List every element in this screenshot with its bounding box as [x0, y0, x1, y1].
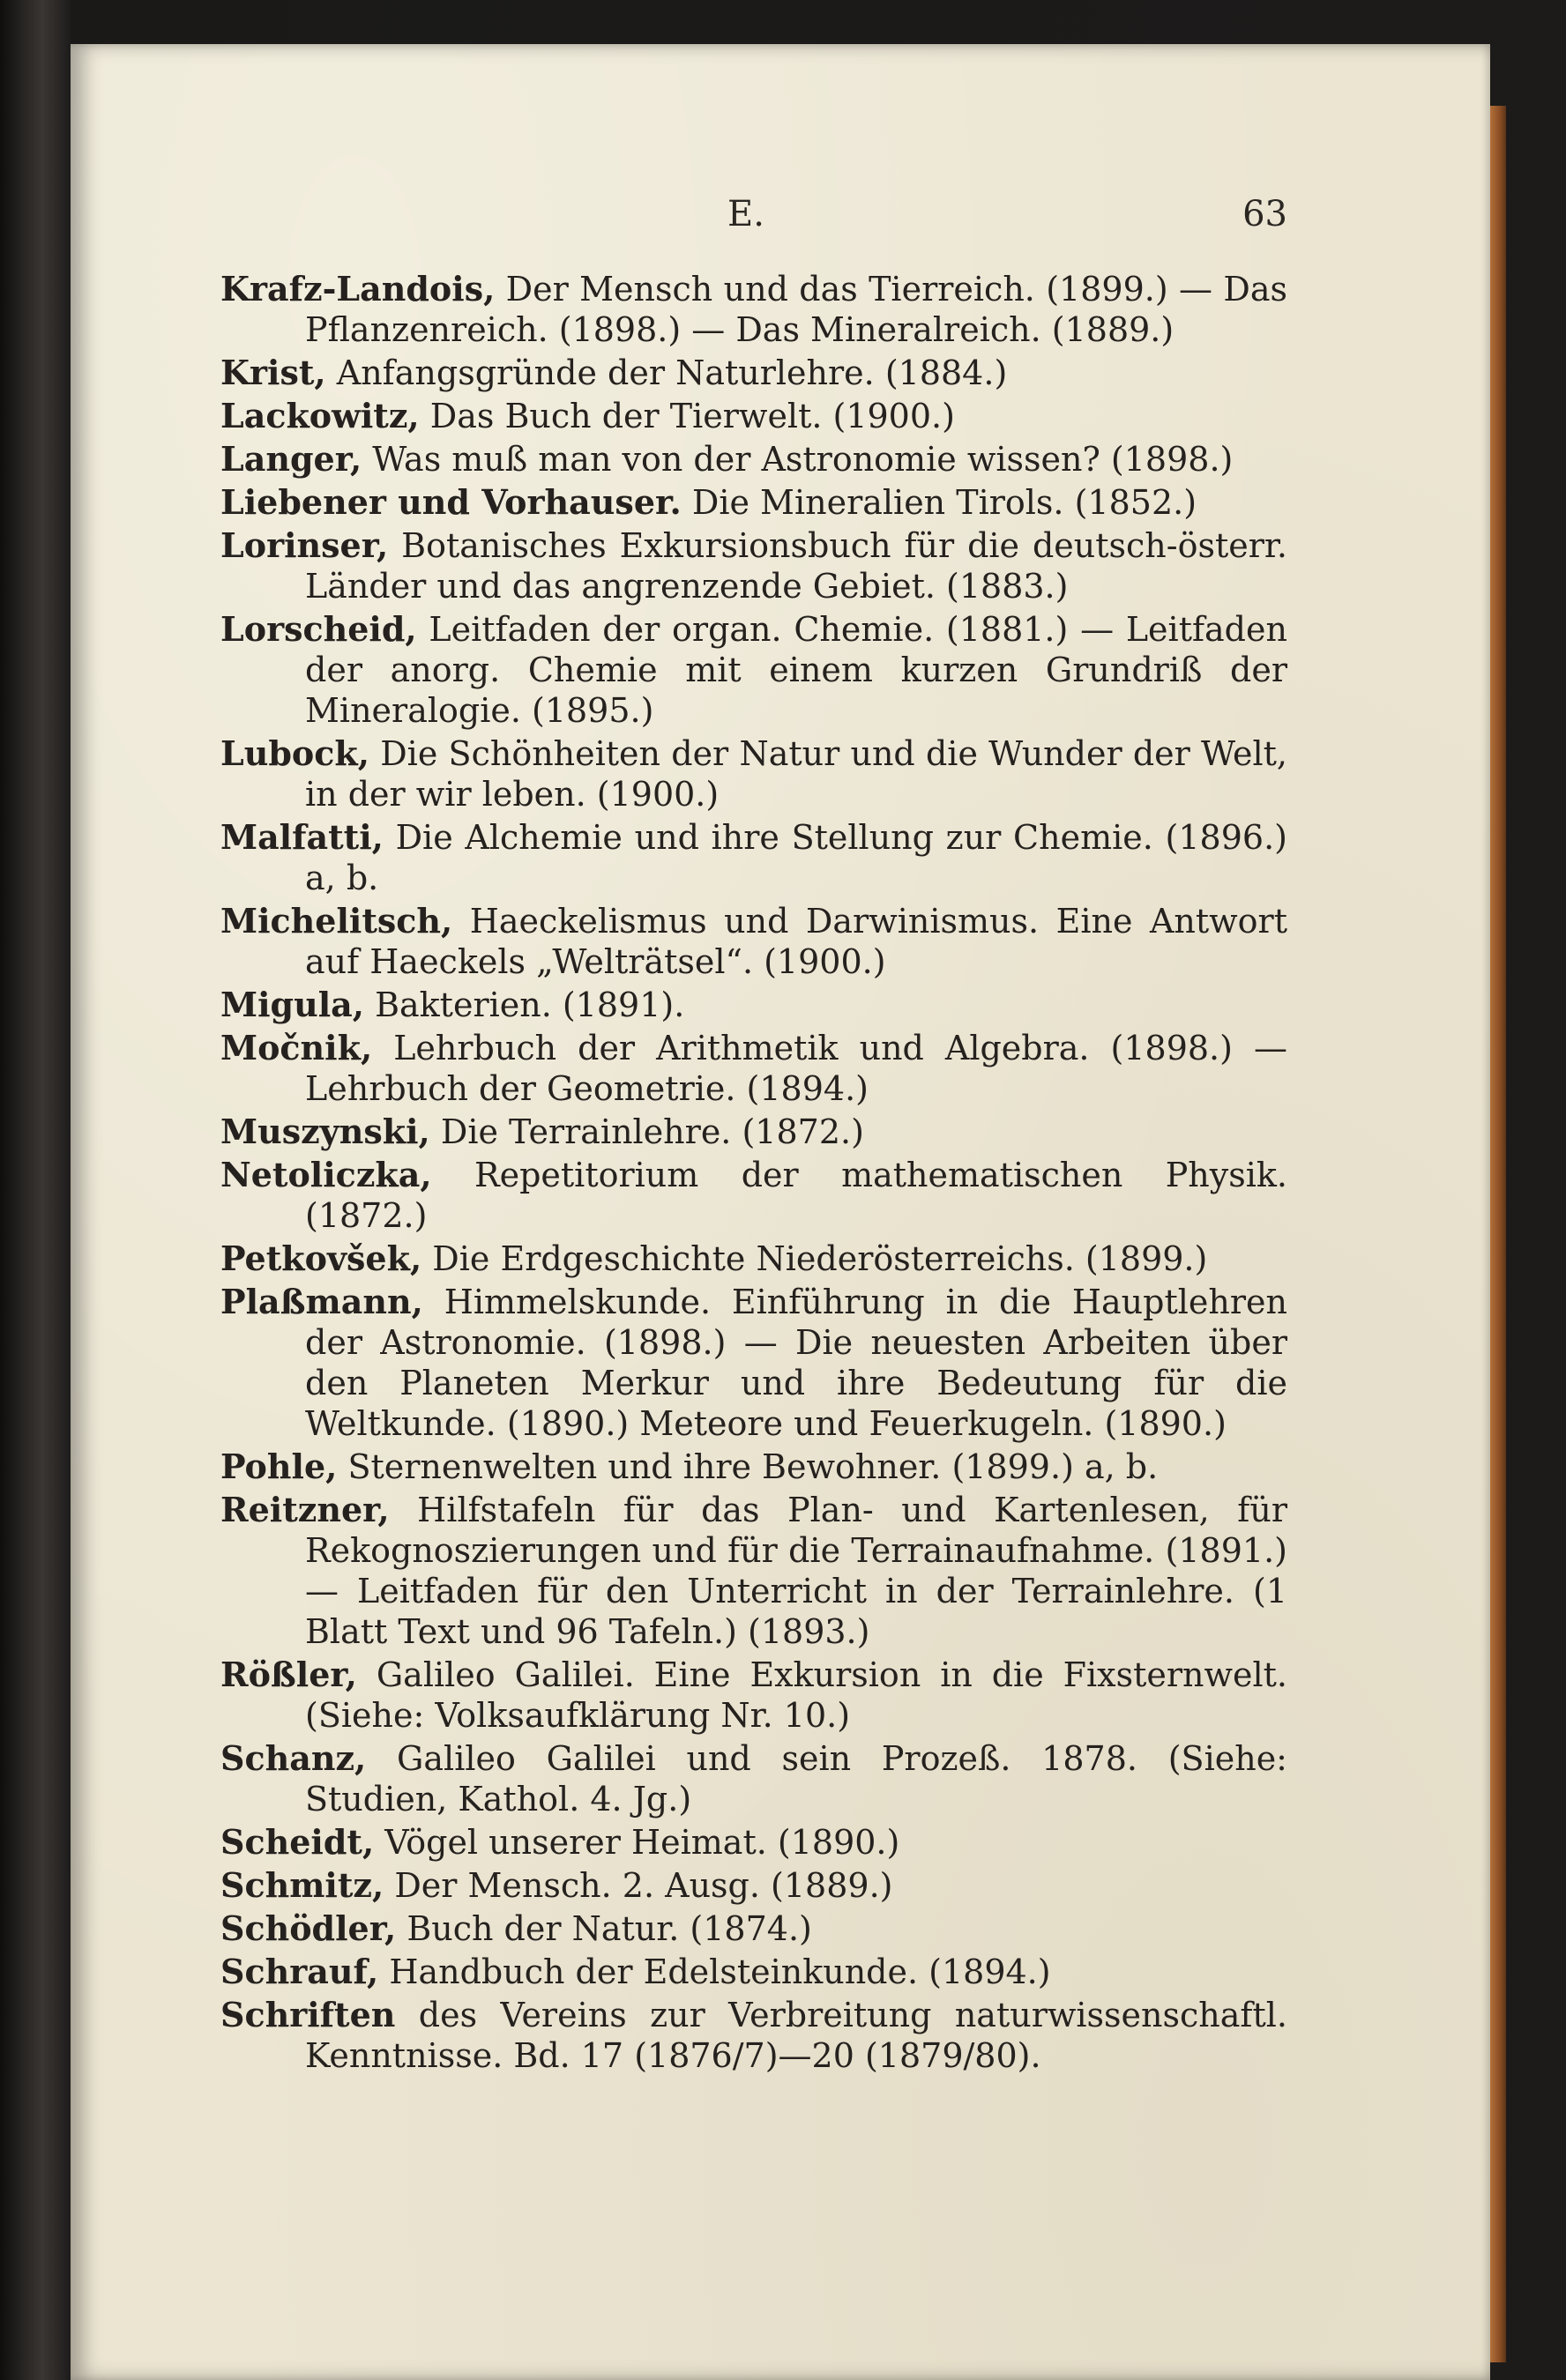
entry-text: Lehrbuch der Arithmetik und Algebra. (1898.) — Lehrbuch der Geometrie. (1894.): [305, 1029, 1287, 1108]
entry-text: Handbuch der Edelsteinkunde. (1894.): [389, 1952, 1051, 1991]
bibliography-entry: [220, 817, 1287, 898]
entry-text: Die Terrainlehre. (1872.): [440, 1112, 864, 1151]
bibliography-entry: [220, 525, 1287, 606]
entry-text: Was muß man von der Astronomie wissen? (1898.): [372, 440, 1234, 479]
author-name: Krist,: [220, 353, 326, 392]
entry-text: Die Schönheiten der Natur und die Wunder der Welt, in der wir leben. (1900.): [305, 734, 1287, 814]
author-name: Schanz,: [220, 1738, 367, 1778]
bibliography-entry: [220, 1238, 1287, 1279]
bibliography-entry: [220, 1908, 1287, 1949]
bibliography-entry: [220, 1112, 1287, 1152]
bibliography-entry: [220, 482, 1287, 523]
entry-text: Die Erdgeschichte Niederösterreichs. (1899.): [432, 1239, 1208, 1278]
author-name: Lorinser,: [220, 525, 389, 565]
entry-text: Die Mineralien Tirols. (1852.): [691, 483, 1197, 522]
bibliography-entry: [220, 1490, 1287, 1652]
entry-text: Himmelskunde. Einführung in die Hauptlehren der Astronomie. (1898.) — Die neuesten Arbeiten über den Planeten Merkur und ihre Bedeutung für die Weltkunde. (1890.) Meteore und Feuerkugeln. (1890.): [305, 1283, 1287, 1443]
bibliography-entry: [220, 985, 1287, 1025]
author-name: Plaßmann,: [220, 1282, 423, 1321]
author-name: Michelitsch,: [220, 901, 453, 941]
entry-text: Das Buch der Tierwelt. (1900.): [429, 397, 955, 435]
bibliography-entry: [220, 1995, 1287, 2076]
book-gutter: [0, 0, 71, 2380]
page-edge: [1490, 106, 1506, 2362]
author-name: Langer,: [220, 439, 362, 479]
author-name: Močnik,: [220, 1028, 373, 1067]
bibliography-entry: [220, 1028, 1287, 1109]
bibliography-entry: [220, 1822, 1287, 1863]
bibliography-entry: [220, 396, 1287, 436]
author-name: Lubock,: [220, 733, 369, 773]
entry-text: Sternenwelten und ihre Bewohner. (1899.) a, b.: [347, 1447, 1159, 1486]
bibliography-entry: [220, 1655, 1287, 1736]
bibliography-entry: [220, 1952, 1287, 1992]
entry-text: Galileo Galilei und sein Prozeß. 1878. (Siehe: Studien, Kathol. 4. Jg.): [305, 1739, 1287, 1818]
bibliography-entry: [220, 353, 1287, 393]
author-name: Pohle,: [220, 1447, 338, 1486]
author-name: Liebener und Vorhauser.: [220, 482, 682, 522]
bibliography-entry: [220, 609, 1287, 731]
bibliography-entry: [220, 1865, 1287, 1906]
bibliography-entry: [220, 439, 1287, 480]
entry-text: Vögel unserer Heimat. (1890.): [384, 1823, 900, 1862]
author-name: Lorscheid,: [220, 609, 417, 649]
author-name: Petkovšek,: [220, 1238, 422, 1278]
bibliography-entry: [220, 733, 1287, 814]
entry-text: Botanisches Exkursionsbuch für die deutsch-österr. Länder und das angrenzende Gebiet. (1883.): [305, 526, 1287, 606]
bibliography-entry: [220, 1155, 1287, 1236]
author-name: Schmitz,: [220, 1865, 384, 1905]
entry-text: Der Mensch. 2. Ausg. (1889.): [394, 1866, 893, 1905]
section-letter: E.: [727, 194, 764, 234]
bibliography-entry: [220, 1738, 1287, 1819]
author-name: Lackowitz,: [220, 396, 420, 435]
bibliography-list: [220, 269, 1287, 2079]
author-name: Schriften: [220, 1995, 396, 2034]
entry-text: Hilfstafeln für das Plan- und Kartenlesen, für Rekognoszierungen und für die Terrainaufnahme. (1891.) — Leitfaden für den Unterricht in der Terrainlehre. (1 Blatt Text und 96 Tafeln.) (1893.): [305, 1491, 1287, 1651]
bibliography-entry: [220, 1282, 1287, 1444]
entry-text: Leitfaden der organ. Chemie. (1881.) — Leitfaden der anorg. Chemie mit einem kurzen Grundriß der Mineralogie. (1895.): [305, 610, 1287, 730]
entry-text: Buch der Natur. (1874.): [406, 1909, 812, 1948]
entry-text: Haeckelismus und Darwinismus. Eine Antwort auf Haeckels „Welträtsel“. (1900.): [305, 902, 1287, 981]
author-name: Scheidt,: [220, 1822, 375, 1862]
page-number: 63: [1242, 194, 1287, 234]
entry-text: des Vereins zur Verbreitung naturwissenschaftl. Kenntnisse. Bd. 17 (1876/7)—20 (1879/80).: [305, 1996, 1287, 2075]
bibliography-entry: [220, 269, 1287, 350]
author-name: Rößler,: [220, 1655, 357, 1694]
author-name: Schödler,: [220, 1908, 397, 1948]
entry-text: Repetitorium der mathematischen Physik. (1872.): [305, 1156, 1287, 1235]
author-name: Muszynski,: [220, 1112, 430, 1151]
author-name: Schrauf,: [220, 1952, 379, 1991]
entry-text: Bakterien. (1891).: [375, 985, 685, 1024]
author-name: Krafz-Landois,: [220, 269, 496, 309]
entry-text: Die Alchemie und ihre Stellung zur Chemie. (1896.) a, b.: [305, 818, 1287, 897]
author-name: Malfatti,: [220, 817, 384, 857]
author-name: Netoliczka,: [220, 1155, 432, 1194]
bibliography-entry: [220, 1447, 1287, 1487]
entry-text: Galileo Galilei. Eine Exkursion in die Fixsternwelt. (Siehe: Volksaufklärung Nr. 10.): [305, 1655, 1287, 1735]
entry-text: Anfangsgründe der Naturlehre. (1884.): [336, 353, 1008, 392]
entry-text: Der Mensch und das Tierreich. (1899.) — Das Pflanzenreich. (1898.) — Das Mineralreich. (1889.): [305, 270, 1287, 349]
author-name: Reitzner,: [220, 1490, 390, 1529]
bibliography-entry: [220, 901, 1287, 982]
author-name: Migula,: [220, 985, 364, 1024]
